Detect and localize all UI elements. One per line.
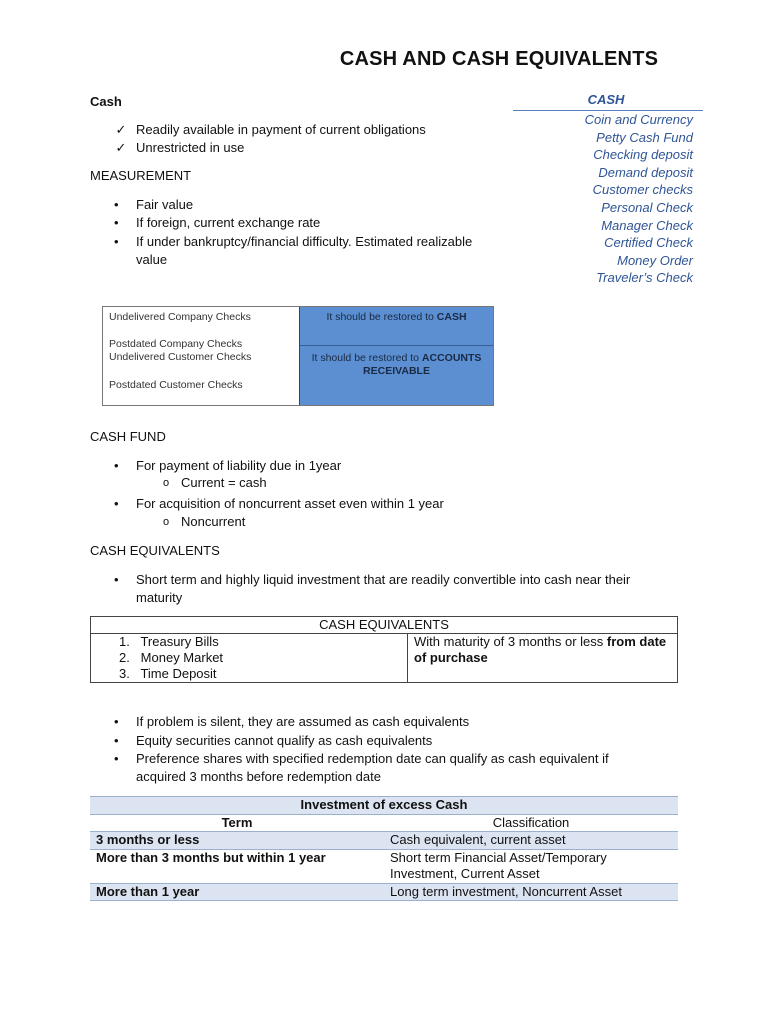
bullet-icon: • (114, 234, 119, 249)
page-title: CASH AND CASH EQUIVALENTS (339, 48, 659, 70)
bullet-text: If under bankruptcy/financial difficulty. Estimated realizable (136, 234, 473, 249)
bullet-icon: • (114, 751, 119, 766)
restore-ar-note (300, 352, 493, 378)
note-bold: CASH (436, 311, 467, 323)
term-cell: More than 1 year (90, 883, 384, 901)
ce-items-cell (91, 634, 408, 683)
sidebar-item: Traveler’s Check (596, 270, 693, 286)
cash-fund-heading: CASH FUND (90, 429, 166, 444)
bullet-icon: • (114, 458, 119, 473)
sidebar-item: Personal Check (601, 199, 693, 215)
note-bold: RECEIVABLE (363, 365, 430, 377)
bullet-continuation: value (136, 252, 168, 267)
note-text: It should be restored to (326, 311, 437, 323)
ce-rule-cell (408, 634, 678, 683)
term-cell: More than 3 months but within 1 year (96, 849, 326, 865)
bullet-item (114, 571, 631, 589)
checkmark-icon: ✓ (115, 140, 127, 155)
cash-sidebar (513, 90, 703, 287)
table-header-row (91, 617, 678, 634)
bullet-item (114, 495, 444, 513)
bullet-item (114, 457, 342, 475)
sub-bullet-text: Noncurrent (181, 514, 246, 529)
bullet-text: For payment of liability due in 1year (136, 458, 342, 473)
bullet-text: For acquisition of noncurrent asset even within 1 year (136, 496, 444, 511)
sidebar-item: Certified Check (604, 235, 693, 251)
bullet-text: Equity securities cannot qualify as cash equivalents (136, 733, 433, 748)
bullet-icon: • (114, 714, 119, 729)
bullet-text: Preference shares with specified redemption date can qualify as cash equivalent if (136, 751, 609, 766)
checks-label: Undelivered Company Checks (109, 311, 251, 323)
bullet-text: Short term and highly liquid investment that are readily convertible into cash near their (136, 572, 631, 587)
ce-item: 3. Time Deposit (119, 666, 217, 681)
sub-bullet-text: Current = cash (181, 475, 267, 490)
sidebar-item: Petty Cash Fund (596, 129, 693, 145)
sidebar-item: Manager Check (601, 217, 693, 233)
sidebar-item: Customer checks (592, 182, 693, 198)
check-item (115, 139, 245, 157)
bullet-item (114, 214, 321, 232)
col-header-term: Term (221, 814, 253, 830)
bullet-item (114, 233, 473, 251)
measurement-heading: MEASUREMENT (90, 168, 192, 183)
ce-rule-bold: of purchase (414, 650, 488, 665)
classification-cell (384, 849, 678, 883)
bullet-icon: • (114, 197, 119, 212)
ce-rule-text: With maturity of 3 months or less (414, 634, 607, 649)
bullet-text: If problem is silent, they are assumed as cash equivalents (136, 714, 470, 729)
checks-table-left (103, 307, 299, 405)
bullet-item (114, 732, 433, 750)
restore-cash-note (300, 311, 493, 323)
investment-table-title: Investment of excess Cash (90, 797, 678, 815)
table-header-row (90, 814, 678, 832)
term-cell: 3 months or less (90, 832, 384, 850)
bullet-continuation: acquired 3 months before redemption date (136, 769, 381, 784)
sidebar-item: Coin and Currency (584, 112, 693, 127)
sidebar-item: Demand deposit (598, 164, 693, 180)
note-bold: ACCOUNTS (421, 352, 482, 364)
sub-bullet-item (163, 474, 267, 492)
circle-bullet-icon: o (163, 516, 170, 528)
ce-item: 1. Treasury Bills (119, 634, 219, 649)
bullet-icon: • (114, 733, 119, 748)
cash-equivalents-heading: CASH EQUIVALENTS (90, 543, 220, 558)
table-row (90, 883, 678, 901)
checks-table-right (299, 307, 493, 405)
table-row (91, 634, 678, 683)
bullet-item (114, 713, 470, 731)
table-title-row (90, 797, 678, 815)
classification-cell: Long term investment, Noncurrent Asset (384, 883, 678, 901)
divider (300, 345, 493, 346)
bullet-continuation: maturity (136, 590, 183, 605)
checks-label: Postdated Company Checks (109, 338, 243, 350)
circle-bullet-icon: o (163, 477, 170, 489)
cash-heading: Cash (90, 94, 122, 109)
classification-line: Investment, Current Asset (390, 866, 540, 881)
bullet-icon: • (114, 572, 119, 587)
sidebar-heading: CASH (513, 90, 703, 111)
table-header: CASH EQUIVALENTS (91, 617, 678, 634)
bullet-item (114, 750, 609, 768)
cash-equivalents-table (90, 616, 678, 683)
check-item (115, 121, 426, 139)
table-row (90, 849, 678, 883)
note-text: It should be restored to (311, 352, 422, 364)
sub-bullet-item (163, 513, 246, 531)
bullet-item (114, 196, 194, 214)
bullet-text: If foreign, current exchange rate (136, 215, 321, 230)
sidebar-item: Checking deposit (593, 147, 693, 163)
sidebar-item: Money Order (617, 252, 693, 268)
ce-item: 2. Money Market (119, 650, 224, 665)
checks-label: Postdated Customer Checks (109, 379, 243, 391)
col-header-classification: Classification (492, 814, 570, 830)
checkmark-icon: ✓ (115, 122, 127, 137)
classification-line: Short term Financial Asset/Temporary (390, 849, 607, 865)
table-row (90, 832, 678, 850)
ce-rule-bold: from date (606, 634, 667, 649)
checks-label: Undelivered Customer Checks (109, 351, 252, 363)
bullet-text: Fair value (136, 197, 194, 212)
classification-cell: Cash equivalent, current asset (384, 832, 678, 850)
check-item-text: Readily available in payment of current obligations (136, 122, 426, 137)
bullet-icon: • (114, 496, 119, 511)
bullet-icon: • (114, 215, 119, 230)
investment-table (90, 796, 678, 901)
check-item-text: Unrestricted in use (136, 140, 245, 155)
checks-table (102, 306, 494, 406)
